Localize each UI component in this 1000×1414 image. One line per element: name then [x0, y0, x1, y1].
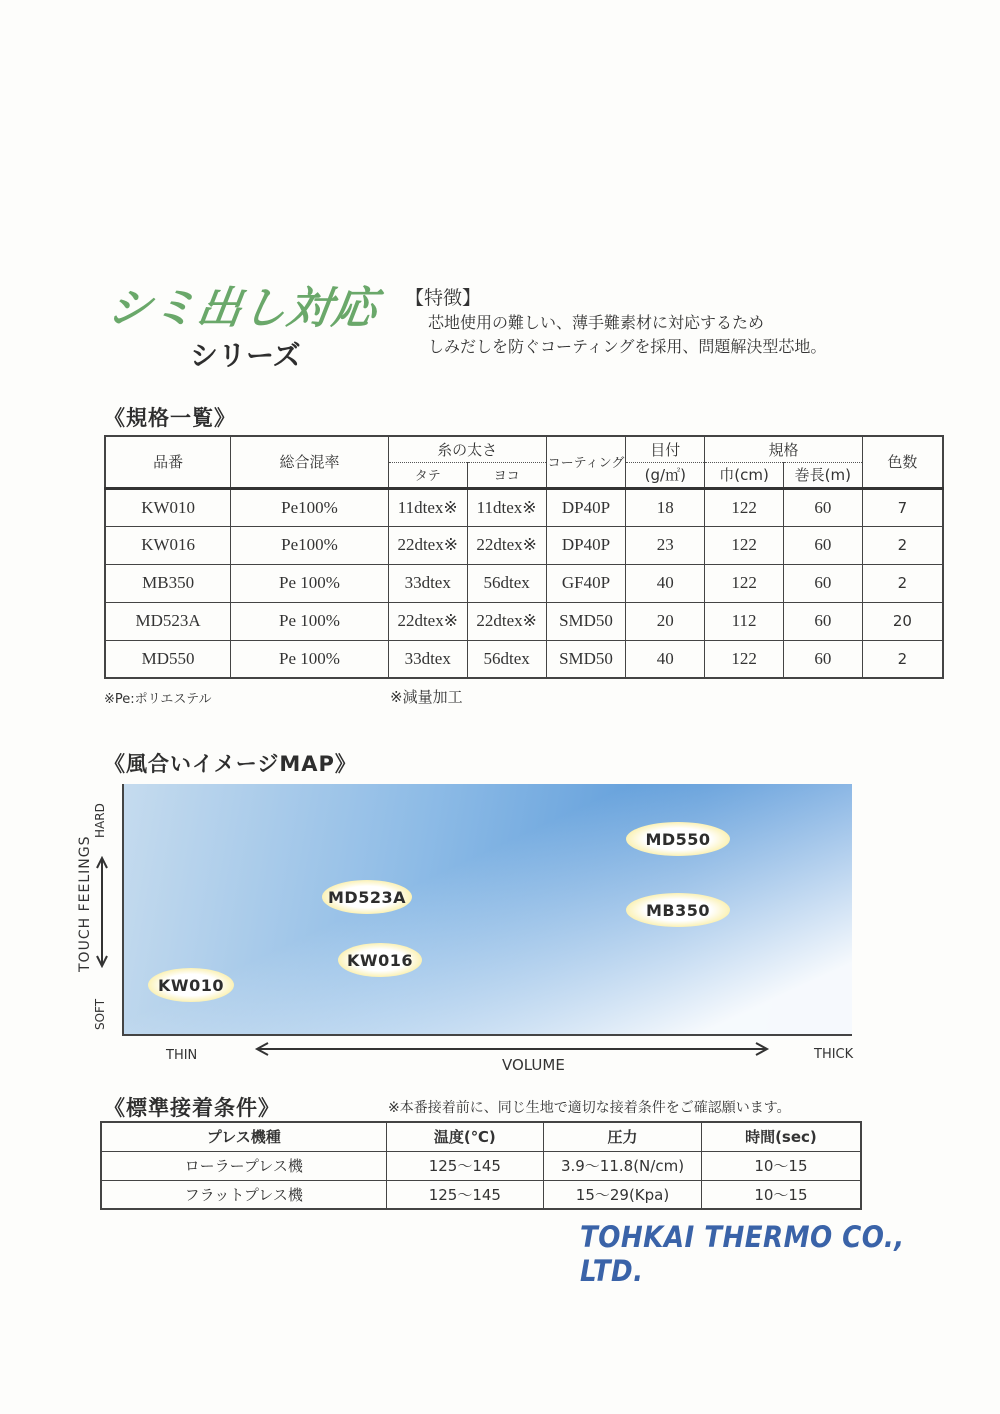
cell-coating: DP40P: [546, 488, 626, 526]
cell-colors: 2: [862, 640, 943, 678]
cell-length: 60: [783, 488, 862, 526]
feature-line: しみだしを防ぐコーティングを採用、問題解決型芯地。: [428, 337, 827, 356]
y-axis-label: TOUCH FEELINGS: [77, 835, 93, 972]
cell-weft: 56dtex: [467, 564, 546, 602]
cell-pressure: 15～29(Kpa): [544, 1180, 702, 1209]
x-axis-label: VOLUME: [502, 1056, 565, 1074]
cell-colors: 2: [862, 526, 943, 564]
header-spec: 規格: [705, 436, 863, 462]
cell-temperature: 125～145: [386, 1151, 544, 1180]
cell-width: 122: [705, 640, 784, 678]
cell-coating: DP40P: [546, 526, 626, 564]
cell-blend: Pe 100%: [231, 640, 389, 678]
cell-pressure: 3.9～11.8(N/cm): [544, 1151, 702, 1180]
map-item-kw016: KW016: [338, 943, 422, 977]
x-axis-arrow-icon: [254, 1042, 770, 1056]
y-axis-top-label: HARD: [93, 803, 107, 838]
cell-warp: 33dtex: [388, 564, 467, 602]
cell-coating: SMD50: [546, 602, 626, 640]
header-blend: 総合混率: [231, 436, 389, 488]
cell-colors: 2: [862, 564, 943, 602]
conditions-section-title: 《標準接着条件》: [104, 1096, 280, 1120]
cell-time: 10～15: [701, 1180, 861, 1209]
table-row: [101, 1151, 861, 1180]
cell-length: 60: [783, 640, 862, 678]
y-axis-bottom-label: SOFT: [93, 998, 107, 1030]
cell-press-type: ローラープレス機: [101, 1151, 386, 1180]
company-name: TOHKAI THERMO CO., LTD.: [580, 1220, 905, 1288]
cell-blend: Pe100%: [231, 526, 389, 564]
table-row: [105, 488, 943, 526]
feature-heading: 【特徴】: [405, 287, 482, 309]
map-item-md550: MD550: [626, 822, 730, 856]
cell-time: 10～15: [701, 1151, 861, 1180]
series-title: シミ出し対応: [103, 283, 381, 334]
series-subtitle: シリーズ: [190, 339, 301, 372]
header-product-no: 品番: [105, 436, 231, 488]
cell-weft: 22dtex※: [467, 602, 546, 640]
cell-weft: 56dtex: [467, 640, 546, 678]
y-axis-arrow-icon: [96, 856, 108, 968]
cell-colors: 20: [862, 602, 943, 640]
table-row: [105, 602, 943, 640]
header-time: 時間(sec): [701, 1122, 861, 1151]
x-axis-left-label: THIN: [166, 1048, 198, 1063]
header-length: 巻長(m): [783, 462, 862, 488]
cell-press-type: フラットプレス機: [101, 1180, 386, 1209]
feature-description: [428, 311, 826, 359]
cell-coating: SMD50: [546, 640, 626, 678]
header-colors: 色数: [862, 436, 943, 488]
cell-blend: Pe100%: [231, 488, 389, 526]
header-yarn: 糸の太さ: [388, 436, 546, 462]
cell-width: 112: [705, 602, 784, 640]
cell-warp: 22dtex※: [388, 602, 467, 640]
header-press-type: プレス機種: [101, 1122, 386, 1151]
map-item-kw010: KW010: [148, 968, 234, 1002]
cell-weight: 40: [626, 564, 705, 602]
header-weight-unit: (g/㎡): [626, 462, 705, 488]
cell-length: 60: [783, 564, 862, 602]
cell-warp: 11dtex※: [388, 488, 467, 526]
cell-blend: Pe 100%: [231, 602, 389, 640]
cell-product: MB350: [105, 564, 231, 602]
cell-width: 122: [705, 488, 784, 526]
table-row: [101, 1180, 861, 1209]
feature-line: 芯地使用の難しい、薄手難素材に対応するため: [428, 313, 765, 332]
cell-coating: GF40P: [546, 564, 626, 602]
spec-section-title: 《規格一覧》: [104, 406, 236, 430]
cell-weft: 11dtex※: [467, 488, 546, 526]
map-item-md523a: MD523A: [322, 880, 412, 914]
header-temperature: 温度(℃): [386, 1122, 544, 1151]
cell-product: KW016: [105, 526, 231, 564]
cell-temperature: 125～145: [386, 1180, 544, 1209]
x-axis-right-label: THICK: [814, 1047, 854, 1062]
cell-width: 122: [705, 564, 784, 602]
table-row: [105, 564, 943, 602]
note-reduction: ※減量加工: [390, 688, 463, 706]
cell-warp: 33dtex: [388, 640, 467, 678]
note-polyester: ※Pe:ポリエステル: [104, 692, 212, 707]
conditions-table: [100, 1121, 862, 1210]
header-coating: コーティング: [546, 436, 626, 488]
header-weft: ヨコ: [467, 462, 546, 488]
map-section-title: 《風合いイメージMAP》: [104, 752, 357, 776]
cell-warp: 22dtex※: [388, 526, 467, 564]
cell-blend: Pe 100%: [231, 564, 389, 602]
cell-length: 60: [783, 526, 862, 564]
map-item-mb350: MB350: [626, 893, 730, 927]
cell-product: MD523A: [105, 602, 231, 640]
cell-weight: 23: [626, 526, 705, 564]
cell-length: 60: [783, 602, 862, 640]
header-pressure: 圧力: [544, 1122, 702, 1151]
table-row: [105, 640, 943, 678]
cell-width: 122: [705, 526, 784, 564]
cell-weight: 18: [626, 488, 705, 526]
cell-product: KW010: [105, 488, 231, 526]
conditions-note: ※本番接着前に、同じ生地で適切な接着条件をご確認願います。: [388, 1100, 791, 1116]
touch-feeling-map: [122, 784, 852, 1036]
cell-weight: 40: [626, 640, 705, 678]
cell-weight: 20: [626, 602, 705, 640]
header-weight: 目付: [626, 436, 705, 462]
cell-weft: 22dtex※: [467, 526, 546, 564]
header-warp: タテ: [388, 462, 467, 488]
spec-table: [104, 435, 944, 679]
cell-colors: 7: [862, 488, 943, 526]
header-width: 巾(cm): [705, 462, 784, 488]
cell-product: MD550: [105, 640, 231, 678]
table-row: [105, 526, 943, 564]
